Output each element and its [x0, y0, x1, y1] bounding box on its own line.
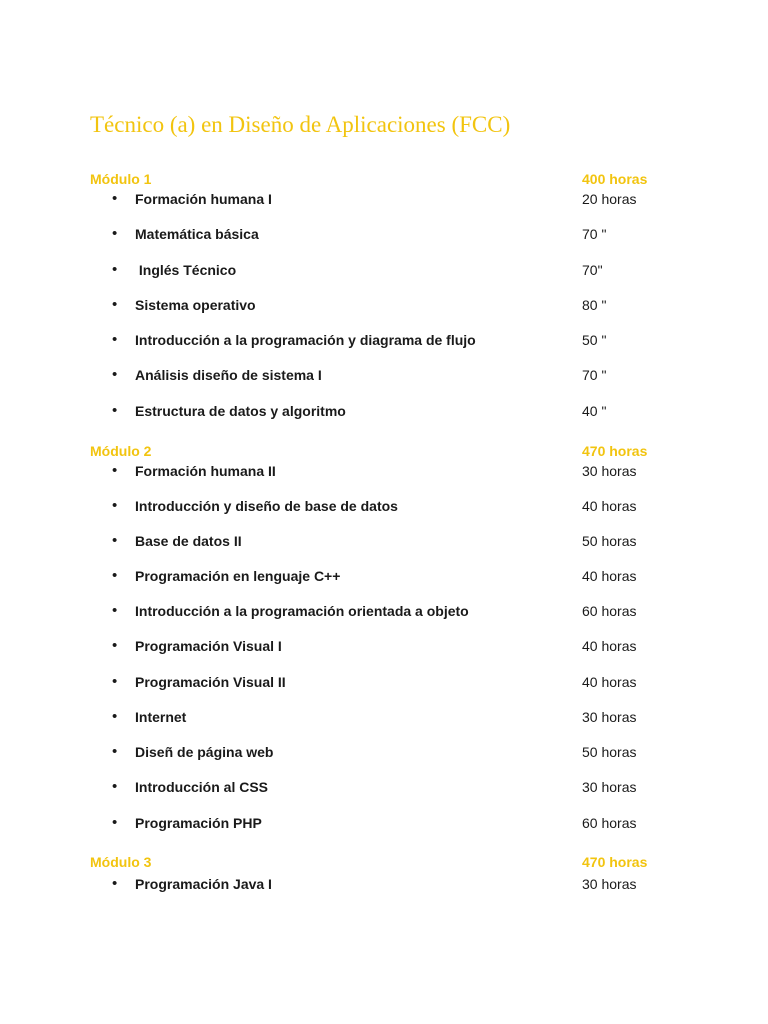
- course-row: [0, 603, 768, 621]
- course-row: [0, 297, 768, 315]
- bullet-icon: •: [112, 331, 118, 348]
- bullet-icon: •: [112, 814, 118, 831]
- bullet-icon: •: [112, 743, 118, 760]
- course-name: Sistema operativo: [135, 297, 256, 313]
- course-hours: 40 horas: [582, 568, 637, 584]
- course-name: Introducción al CSS: [135, 779, 269, 795]
- course-hours: 40 horas: [582, 498, 637, 514]
- bullet-icon: •: [112, 778, 118, 795]
- course-row: [0, 463, 768, 481]
- course-row: [0, 876, 768, 894]
- course-name: Formación humana II: [135, 463, 276, 479]
- course-name: Programación Visual II: [135, 674, 286, 690]
- course-row: [0, 403, 768, 421]
- module-name: Módulo 3: [90, 854, 152, 870]
- course-row: [0, 709, 768, 727]
- course-hours: 50 horas: [582, 744, 637, 760]
- module-header-1: [90, 171, 768, 189]
- module-name: Módulo 1: [90, 171, 152, 187]
- module-name: Módulo 2: [90, 443, 152, 459]
- module-header-2: [90, 443, 768, 461]
- document-title: Técnico (a) en Diseño de Aplicaciones (FCC): [90, 112, 511, 137]
- bullet-icon: •: [112, 497, 118, 514]
- course-hours: 60 horas: [582, 815, 637, 831]
- course-row: [0, 815, 768, 833]
- module-total-hours: 470 horas: [582, 443, 648, 459]
- course-hours: 70 ": [582, 226, 607, 242]
- course-hours: 50 horas: [582, 533, 637, 549]
- course-row: [0, 638, 768, 656]
- course-hours: 40 ": [582, 403, 607, 419]
- bullet-icon: •: [112, 296, 118, 313]
- course-row: [0, 779, 768, 797]
- course-row: [0, 498, 768, 516]
- course-hours: 70": [582, 262, 603, 278]
- module-total-hours: 400 horas: [582, 171, 648, 187]
- course-hours: 30 horas: [582, 876, 637, 892]
- course-name: Introducción a la programación y diagrama de flujo: [135, 332, 476, 348]
- course-hours: 40 horas: [582, 638, 637, 654]
- course-hours: 30 horas: [582, 463, 637, 479]
- bullet-icon: •: [112, 602, 118, 619]
- course-name: Diseñ de página web: [135, 744, 274, 760]
- bullet-icon: •: [112, 462, 118, 479]
- course-row: [0, 367, 768, 385]
- bullet-icon: •: [112, 637, 118, 654]
- bullet-icon: •: [112, 673, 118, 690]
- bullet-icon: •: [112, 708, 118, 725]
- course-name: Inglés Técnico: [135, 262, 237, 278]
- course-row: [0, 533, 768, 551]
- course-name: Programación Visual I: [135, 638, 282, 654]
- bullet-icon: •: [112, 875, 118, 892]
- course-hours: 30 horas: [582, 709, 637, 725]
- course-row: [0, 226, 768, 244]
- course-name: Introducción a la programación orientada a objeto: [135, 603, 469, 619]
- course-hours: 80 ": [582, 297, 607, 313]
- bullet-icon: •: [112, 190, 118, 207]
- course-hours: 30 horas: [582, 779, 637, 795]
- course-row: [0, 332, 768, 350]
- bullet-icon: •: [112, 366, 118, 383]
- bullet-icon: •: [112, 532, 118, 549]
- course-name: Introducción y diseño de base de datos: [135, 498, 398, 514]
- course-hours: 60 horas: [582, 603, 637, 619]
- bullet-icon: •: [112, 225, 118, 242]
- course-name: Formación humana I: [135, 191, 272, 207]
- course-name: Estructura de datos y algoritmo: [135, 403, 346, 419]
- course-name: Programación PHP: [135, 815, 262, 831]
- course-hours: 50 ": [582, 332, 607, 348]
- course-row: [0, 191, 768, 209]
- module-total-hours: 470 horas: [582, 854, 648, 870]
- bullet-icon: •: [112, 402, 118, 419]
- course-hours: 20 horas: [582, 191, 637, 207]
- course-name: Internet: [135, 709, 187, 725]
- course-hours: 70 ": [582, 367, 607, 383]
- course-row: [0, 674, 768, 692]
- course-name: Análisis diseño de sistema I: [135, 367, 322, 383]
- course-name: Programación en lenguaje C++: [135, 568, 341, 584]
- course-hours: 40 horas: [582, 674, 637, 690]
- course-row: [0, 744, 768, 762]
- bullet-icon: •: [112, 261, 118, 278]
- course-name: Programación Java I: [135, 876, 272, 892]
- course-name: Base de datos II: [135, 533, 242, 549]
- course-row: [0, 262, 768, 280]
- bullet-icon: •: [112, 567, 118, 584]
- module-header-3: [90, 854, 768, 872]
- course-row: [0, 568, 768, 586]
- course-name: Matemática básica: [135, 226, 259, 242]
